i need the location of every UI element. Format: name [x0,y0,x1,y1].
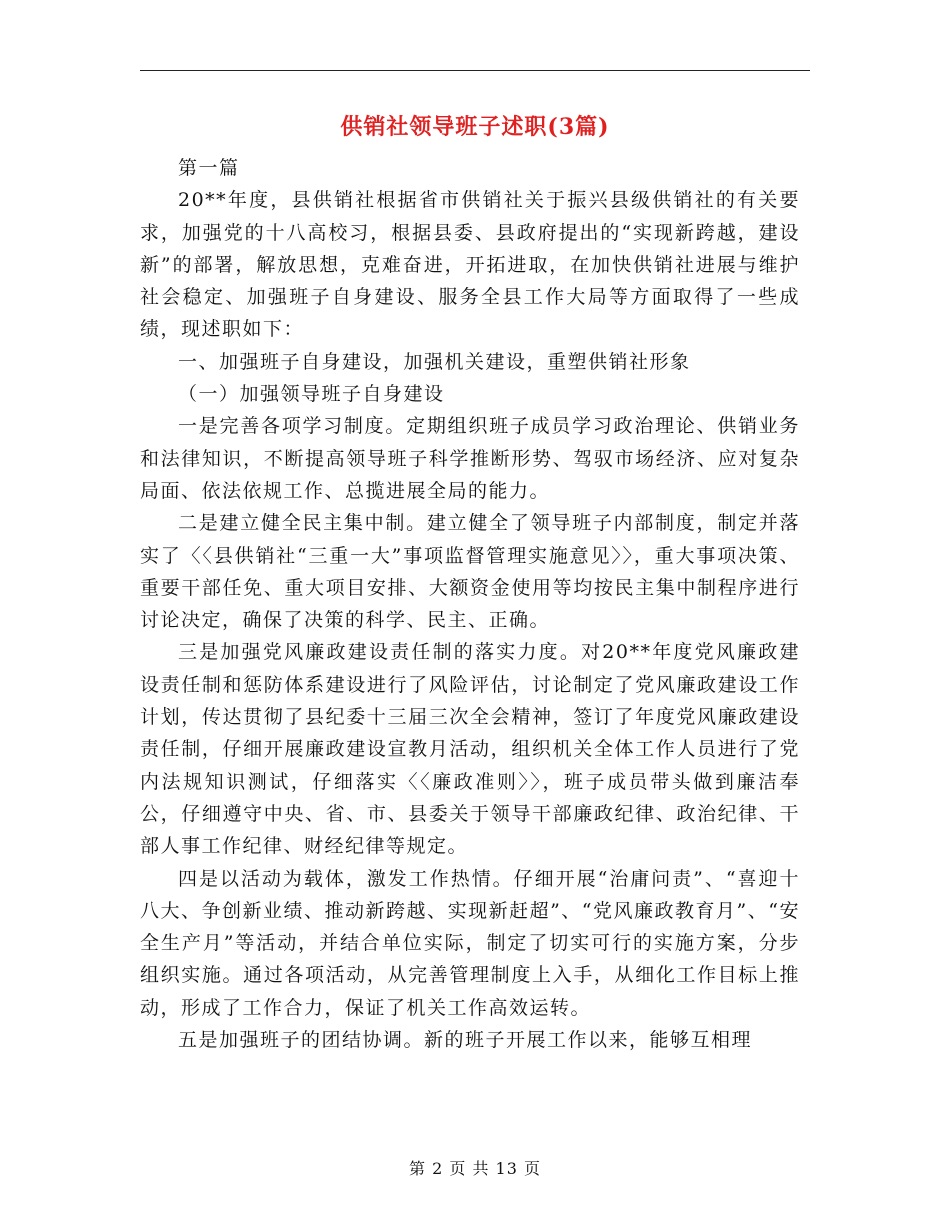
header-rule [140,70,810,71]
document-body [140,152,800,1056]
document-title: 供销社领导班子述职(3篇) [340,114,610,140]
section-heading-1: 一、加强班子自身建设，加强机关建设，重塑供销社形象 [178,350,691,373]
page-number-footer: 第 2 页 共 13 页 [409,1159,541,1178]
intro-paragraph: 20**年度，县供销社根据省市供销社关于振兴县级供销社的有关要求，加强党的十八高校习，根据县委、县政府提出的“实现新跨越，建设新”的部署，解放思想，克难奋进，开拓进取，在加快供销社进展与维护社会稳定、加强班子自身建设、服务全县工作大局等方面取得了一些成绩，现述职如下： [140,189,800,341]
paragraph-item-2: 二是建立健全民主集中制。建立健全了领导班子内部制度，制定并落实了〈〈县供销社“三重一大”事项监督管理实施意见〉〉，重大事项决策、重要干部任免、重大项目安排、大额资金使用等均按民主集中制程序进行讨论决定，确保了决策的科学、民主、正确。 [140,512,800,632]
paragraph-item-3: 三是加强党风廉政建设责任制的落实力度。对20**年度党风廉政建设责任制和惩防体系建设进行了风险评估，讨论制定了党风廉政建设工作计划，传达贯彻了县纪委十三届三次全会精神，签订了年度党风廉政建设责任制，仔细开展廉政建设宣教月活动，组织机关全体工作人员进行了党内法规知识测试，仔细落实〈〈廉政准则〉〉，班子成员带头做到廉洁奉公，仔细遵守中央、省、市、县委关于领导干部廉政纪律、政治纪律、干部人事工作纪律、财经纪律等规定。 [140,641,800,858]
paragraph-item-5: 五是加强班子的团结协调。新的班子开展工作以来，能够互相理 [178,1029,753,1052]
subsection-heading-1-1: （一）加强领导班子自身建设 [178,383,445,406]
paragraph-item-4: 四是以活动为载体，激发工作热情。仔细开展“治庸问责”、“喜迎十八大、争创新业绩、推动新跨越、实现新赶超”、“党风廉政教育月”、“安全生产月”等活动，并结合单位实际，制定了切实可行的实施方案，分步组织实施。通过各项活动，从完善管理制度上入手，从细化工作目标上推动，形成了工作合力，保证了机关工作高效运转。 [140,867,800,1019]
section-heading-part-one: 第一篇 [178,157,240,179]
paragraph-item-1: 一是完善各项学习制度。定期组织班子成员学习政治理论、供销业务和法律知识，不断提高领导班子科学推断形势、驾驭市场经济、应对复杂局面、依法依规工作、总揽进展全局的能力。 [140,415,800,502]
